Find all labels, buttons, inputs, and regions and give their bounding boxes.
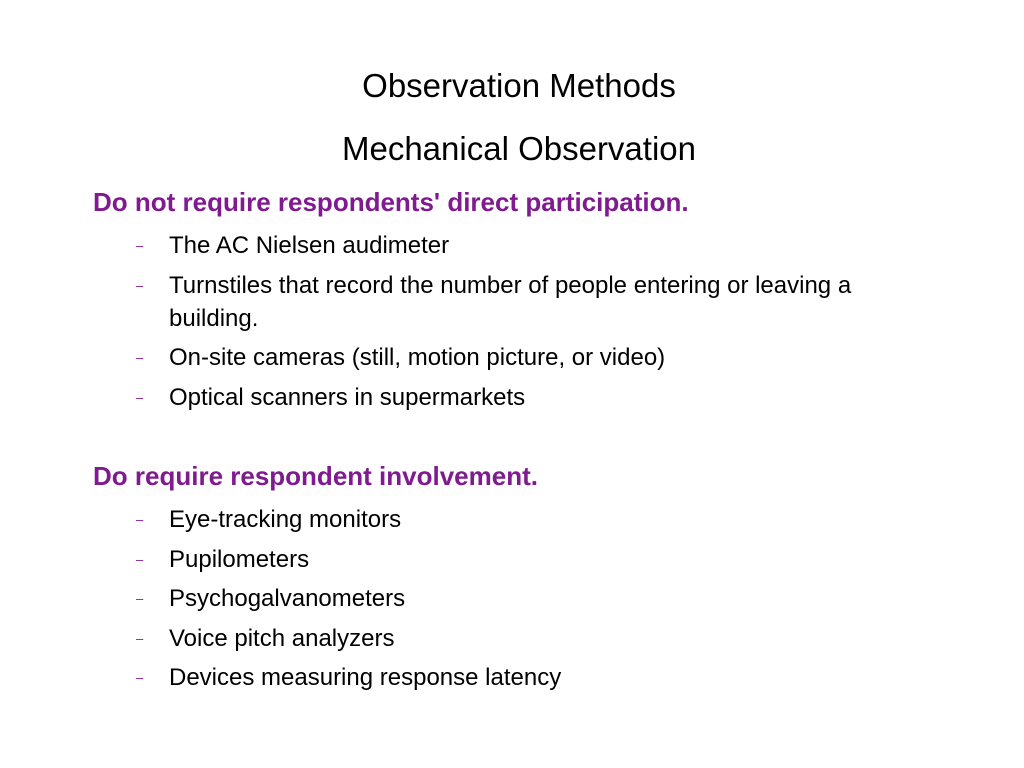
list-item [0,582,1024,615]
list-item [0,341,1024,374]
list-item [0,661,1024,694]
list-item [0,381,1024,414]
list-item [0,543,1024,576]
dash-bullet-icon: – [136,670,144,685]
list-item-text: Eye-tracking monitors [169,506,402,533]
dash-bullet-icon: – [136,512,144,527]
slide-title: Observation Methods [362,67,676,104]
list-item-text: Voice pitch analyzers [169,624,395,652]
list-item-text: Optical scanners in supermarkets [169,383,526,411]
slide-subtitle: Mechanical Observation [341,130,696,167]
list-item-text: Turnstiles that record the number of people entering or leaving a building. [169,271,852,332]
list-item [0,503,1024,536]
list-item-text: Pupilometers [169,545,310,573]
dash-bullet-icon: – [136,551,144,567]
bullet-list-involvement [0,503,1024,701]
list-item [0,622,1024,655]
dash-bullet-icon: – [136,277,144,293]
list-item-text: Devices measuring response latency [169,664,562,691]
bullet-list-no-participation [0,229,1024,420]
dash-bullet-icon: – [136,630,144,646]
dash-bullet-icon: – [136,238,144,253]
list-item [0,269,1024,335]
section-heading-involvement: Do require respondent involvement. [93,461,538,491]
list-item [0,229,1024,262]
list-item-text: Psychogalvanometers [169,585,406,612]
dash-bullet-icon: – [136,350,144,365]
dash-bullet-icon: – [136,591,144,606]
list-item-text: On-site cameras (still, motion picture, or video) [169,344,666,371]
section-heading-no-participation: Do not require respondents' direct participation. [93,187,689,217]
dash-bullet-icon: – [136,389,144,405]
list-item-text: The AC Nielsen audimeter [169,232,450,259]
